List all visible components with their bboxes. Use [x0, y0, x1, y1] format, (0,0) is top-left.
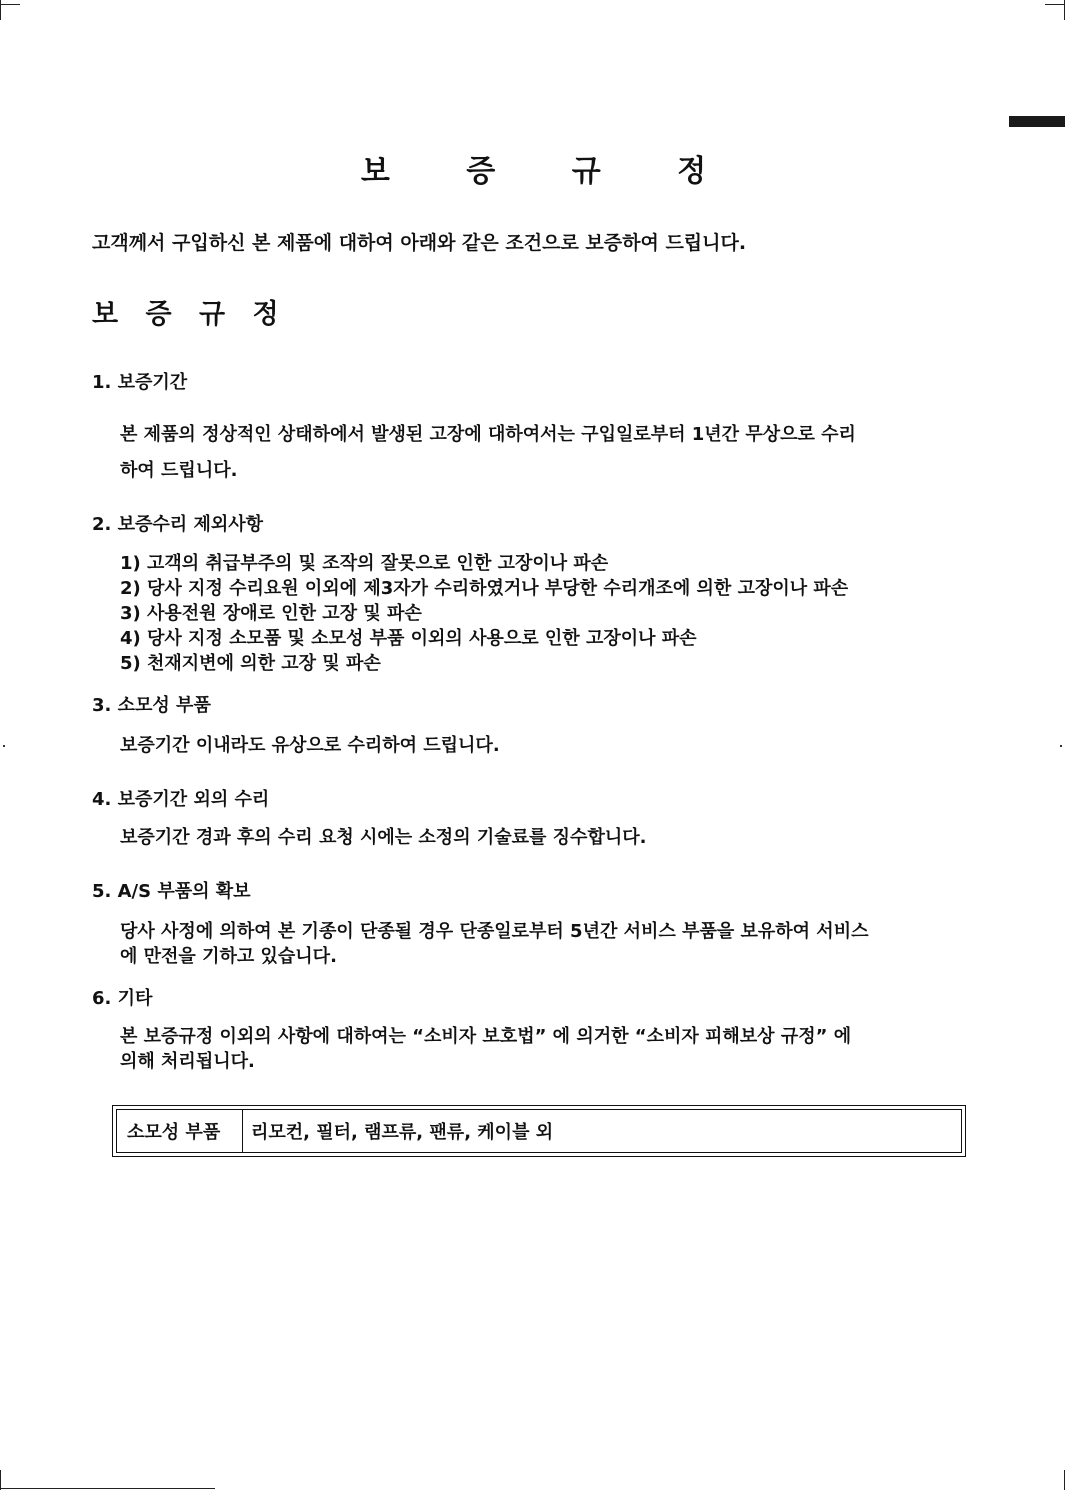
section-1-heading: 1. 보증기간	[92, 372, 188, 393]
consumables-table-inner	[116, 1109, 962, 1153]
section-5-heading: 5. A/S 부품의 확보	[92, 881, 251, 902]
consumables-value: 리모컨, 필터, 램프류, 팬류, 케이블 외	[251, 1122, 554, 1143]
section-title: 보 증 규 정	[92, 299, 288, 330]
crop-mark-bottom-left	[0, 1470, 1, 1490]
section-3-heading: 3. 소모성 부품	[92, 695, 211, 716]
page-title: 보 증 규 정	[360, 154, 740, 189]
section-6-heading: 6. 기타	[92, 988, 153, 1009]
section-2-line-1: 1) 고객의 취급부주의 및 조작의 잘못으로 인한 고장이나 파손	[120, 553, 609, 574]
section-2-line-2: 2) 당사 지정 수리요원 이외에 제3자가 수리하였거나 부당한 수리개조에 의한 고장이나 파손	[120, 578, 849, 599]
section-6-line-1: 본 보증규정 이외의 사항에 대하여는 “소비자 보호법” 에 의거한 “소비자 피해보상 규정” 에	[120, 1026, 852, 1047]
intro-text: 고객께서 구입하신 본 제품에 대하여 아래와 같은 조건으로 보증하여 드립니다.	[92, 232, 747, 254]
section-1-line-1: 본 제품의 정상적인 상태하에서 발생된 고장에 대하여서는 구입일로부터 1년간 무상으로 수리	[120, 424, 856, 445]
section-5-line-2: 에 만전을 기하고 있습니다.	[120, 946, 337, 967]
section-1-line-2: 하여 드립니다.	[120, 460, 238, 481]
registration-dot-left	[3, 745, 5, 747]
consumables-table	[112, 1105, 966, 1157]
section-2-line-4: 4) 당사 지정 소모품 및 소모성 부품 이외의 사용으로 인한 고장이나 파손	[120, 628, 697, 649]
crop-mark-top-right	[1064, 0, 1065, 20]
page-tab-marker	[1009, 116, 1065, 127]
section-6-line-2: 의해 처리됩니다.	[120, 1051, 255, 1072]
crop-mark-bottom-left-h	[0, 1488, 215, 1489]
section-2-line-5: 5) 천재지변에 의한 고장 및 파손	[120, 653, 381, 674]
crop-mark-bottom-right	[1064, 1470, 1065, 1490]
consumables-label: 소모성 부품	[117, 1110, 243, 1152]
section-2-line-3: 3) 사용전원 장애로 인한 고장 및 파손	[120, 603, 422, 624]
crop-mark-top-left	[0, 0, 1, 20]
section-4-heading: 4. 보증기간 외의 수리	[92, 789, 270, 810]
section-5-line-1: 당사 사정에 의하여 본 기종이 단종될 경우 단종일로부터 5년간 서비스 부품을 보유하여 서비스	[120, 921, 869, 942]
section-3-line-1: 보증기간 이내라도 유상으로 수리하여 드립니다.	[120, 735, 500, 756]
registration-dot-right	[1060, 745, 1062, 747]
crop-mark-top-left-h	[0, 4, 20, 5]
section-4-line-1: 보증기간 경과 후의 수리 요청 시에는 소정의 기술료를 징수합니다.	[120, 827, 647, 848]
crop-mark-top-right-h	[1045, 4, 1065, 5]
section-2-heading: 2. 보증수리 제외사항	[92, 514, 263, 535]
